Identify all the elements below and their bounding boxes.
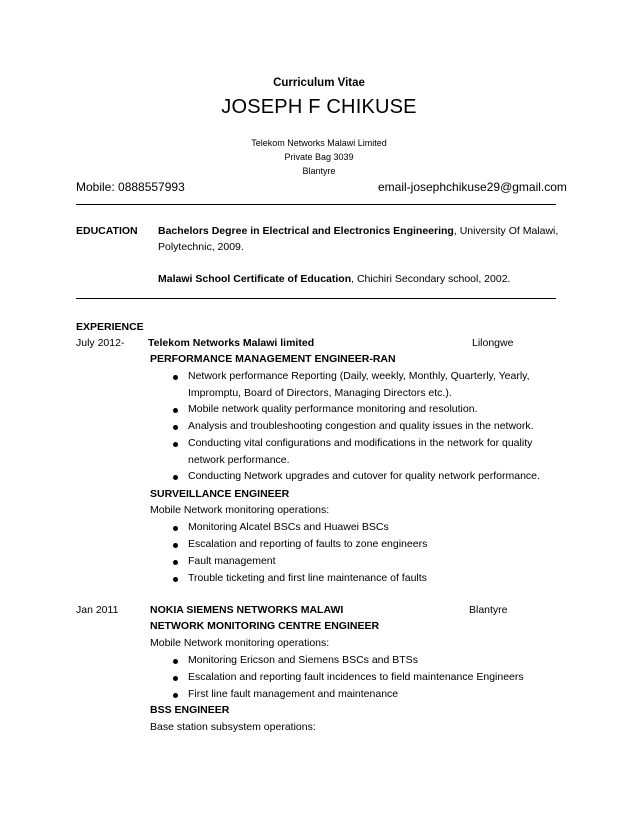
list-item-cont: Impromptu, Board of Directors, Managing Directors etc.).: [188, 387, 452, 399]
degree-institution: , University Of Malawi,: [453, 225, 559, 237]
mobile-number: Mobile: 0888557993: [76, 180, 185, 194]
bullet-icon: [173, 693, 178, 698]
list-item: Escalation and reporting of faults to zone engineers: [188, 538, 428, 550]
experience-heading: EXPERIENCE: [76, 321, 144, 333]
education-item-1-cont: Polytechnic, 2009.: [158, 241, 244, 253]
certificate-school: , Chichiri Secondary school, 2002.: [351, 273, 511, 285]
bullet-icon: [173, 676, 178, 681]
list-item: Trouble ticketing and first line maintenance of faults: [188, 572, 427, 584]
bullet-icon: [173, 375, 178, 380]
job-2-role-2: BSS ENGINEER: [150, 704, 230, 716]
list-item: Escalation and reporting fault incidences to field maintenance Engineers: [188, 671, 524, 683]
job-2-role-2-intro: Base station subsystem operations:: [150, 721, 316, 733]
list-item: Network performance Reporting (Daily, weekly, Monthly, Quarterly, Yearly,: [188, 370, 530, 382]
education-item-1: [158, 225, 558, 237]
bullet-icon: [173, 577, 178, 582]
education-item-2: [158, 273, 510, 285]
bullet-icon: [173, 526, 178, 531]
header-divider: [76, 204, 556, 205]
bullet-icon: [173, 425, 178, 430]
degree-title: Bachelors Degree in Electrical and Electronics Engineering: [158, 225, 454, 237]
bullet-icon: [173, 560, 178, 565]
bullet-icon: [173, 408, 178, 413]
education-divider: [76, 298, 556, 299]
certificate-title: Malawi School Certificate of Education: [158, 273, 352, 285]
list-item: Monitoring Ericson and Siemens BSCs and BTSs: [188, 654, 418, 666]
job-1-role-2-intro: Mobile Network monitoring operations:: [150, 504, 330, 516]
bullet-icon: [173, 475, 178, 480]
job-2-role-1-intro: Mobile Network monitoring operations:: [150, 637, 330, 649]
job-1-company: Telekom Networks Malawi limited: [148, 337, 315, 349]
job-2-location: Blantyre: [469, 604, 508, 616]
job-2-date: Jan 2011: [76, 604, 119, 616]
list-item: Monitoring Alcatel BSCs and Huawei BSCs: [188, 521, 389, 533]
list-item: Conducting vital configurations and modifications in the network for quality: [188, 437, 533, 449]
address-line-1: Telekom Networks Malawi Limited: [251, 138, 387, 148]
candidate-name: JOSEPH F CHIKUSE: [221, 96, 417, 118]
document-title: Curriculum Vitae: [273, 77, 365, 89]
bullet-icon: [173, 659, 178, 664]
email-address: email-josephchikuse29@gmail.com: [378, 180, 567, 194]
job-2-company: NOKIA SIEMENS NETWORKS MALAWI: [150, 604, 344, 616]
education-heading: EDUCATION: [76, 225, 138, 237]
list-item: Fault management: [188, 555, 276, 567]
job-1-date: July 2012-: [76, 337, 125, 349]
job-2-role-1: NETWORK MONITORING CENTRE ENGINEER: [150, 620, 380, 632]
job-1-role-1: PERFORMANCE MANAGEMENT ENGINEER-RAN: [150, 353, 396, 365]
list-item: Mobile network quality performance monitoring and resolution.: [188, 403, 478, 415]
list-item: Analysis and troubleshooting congestion and quality issues in the network.: [188, 420, 534, 432]
list-item: First line fault management and maintenance: [188, 688, 399, 700]
job-1-location: Lilongwe: [472, 337, 514, 349]
list-item-cont: network performance.: [188, 454, 290, 466]
address-line-2: Private Bag 3039: [284, 152, 354, 162]
address-line-3: Blantyre: [302, 166, 336, 176]
job-1-role-2: SURVEILLANCE ENGINEER: [150, 488, 290, 500]
list-item: Conducting Network upgrades and cutover for quality network performance.: [188, 470, 540, 482]
bullet-icon: [173, 442, 178, 447]
bullet-icon: [173, 543, 178, 548]
